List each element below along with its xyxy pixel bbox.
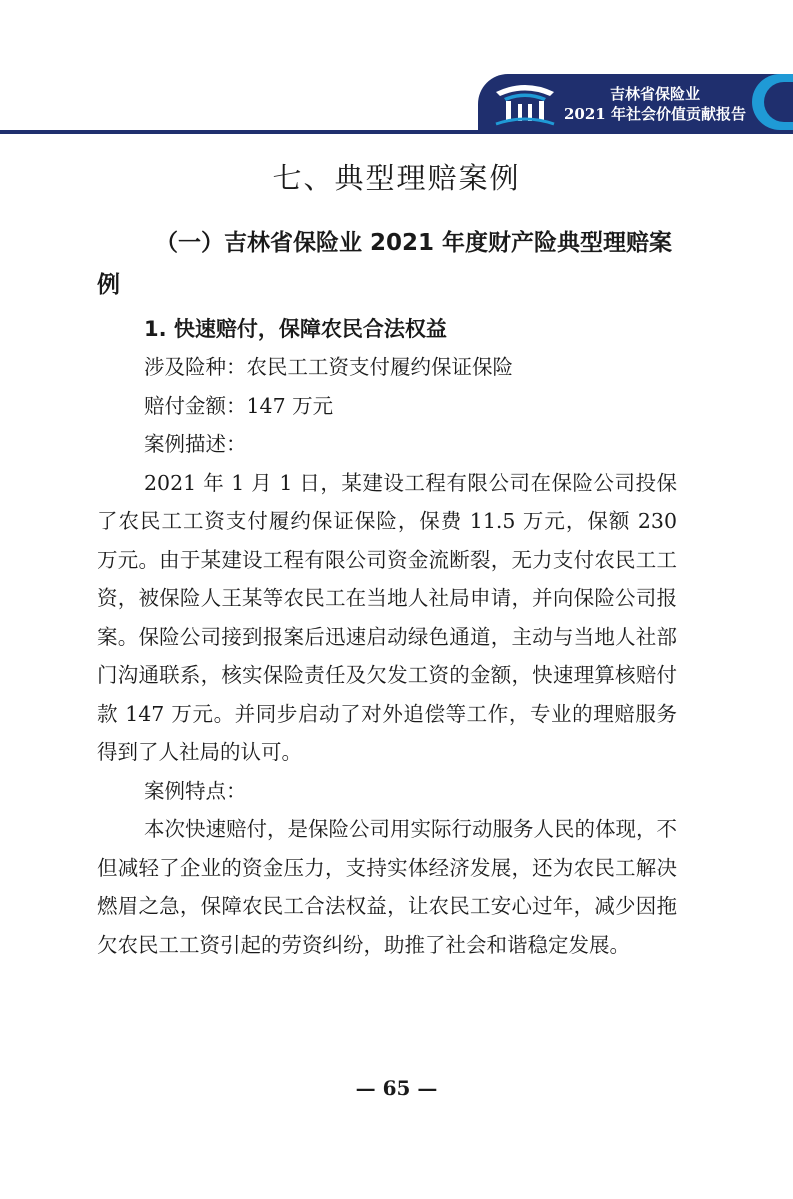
description-label: 案例描述： bbox=[144, 432, 247, 456]
section-heading: （一）吉林省保险业 2021 年度财产险典型理赔案例 bbox=[97, 230, 673, 298]
case-description: 2021 年 1 月 1 日，某建设工程有限公司在保险公司投保了农民工工资支付履约保证保险，保费 11.5 万元，保额 230 万元。由于某建设工程有限公司资金流断裂，无力支付农民工工资，被保险人王某等农民工在当地人社局申请，并向保险公司报案。保险公司接到报案后迅速启动绿色通道，主动与当地人社部门沟通联系，核实保险责任及欠发工资的金额，快速理算核赔付款 147 万元。并同步启动了对外追偿等工作，专业的理赔服务得到了人社局的认可。 bbox=[97, 470, 677, 764]
report-title-line2: 2021 年社会价值贡献报告 bbox=[564, 105, 746, 123]
claim-amount: 赔付金额：147 万元 bbox=[144, 393, 334, 418]
report-title bbox=[560, 84, 750, 124]
insurance-type: 涉及险种：农民工工资支付履约保证保险 bbox=[144, 355, 513, 379]
main-content bbox=[97, 222, 677, 964]
page-number: — 65 — bbox=[355, 1076, 438, 1100]
case-features: 本次快速赔付，是保险公司用实际行动服务人民的体现，不但减轻了企业的资金压力，支持实体经济发展，还为农民工解决燃眉之急，保障农民工合法权益，让农民工安心过年，减少因拖欠农民工工资引起的劳资纠纷，助推了社会和谐稳定发展。 bbox=[97, 817, 677, 957]
gate-logo-icon bbox=[492, 78, 558, 128]
features-label: 案例特点： bbox=[144, 778, 247, 803]
report-title-line1: 吉林省保险业 bbox=[609, 85, 700, 103]
page-title: 七、典型理赔案例 bbox=[272, 161, 521, 195]
page-header bbox=[0, 0, 793, 140]
case-title: 1. 快速赔付，保障农民合法权益 bbox=[144, 317, 447, 341]
header-rule bbox=[0, 130, 793, 134]
